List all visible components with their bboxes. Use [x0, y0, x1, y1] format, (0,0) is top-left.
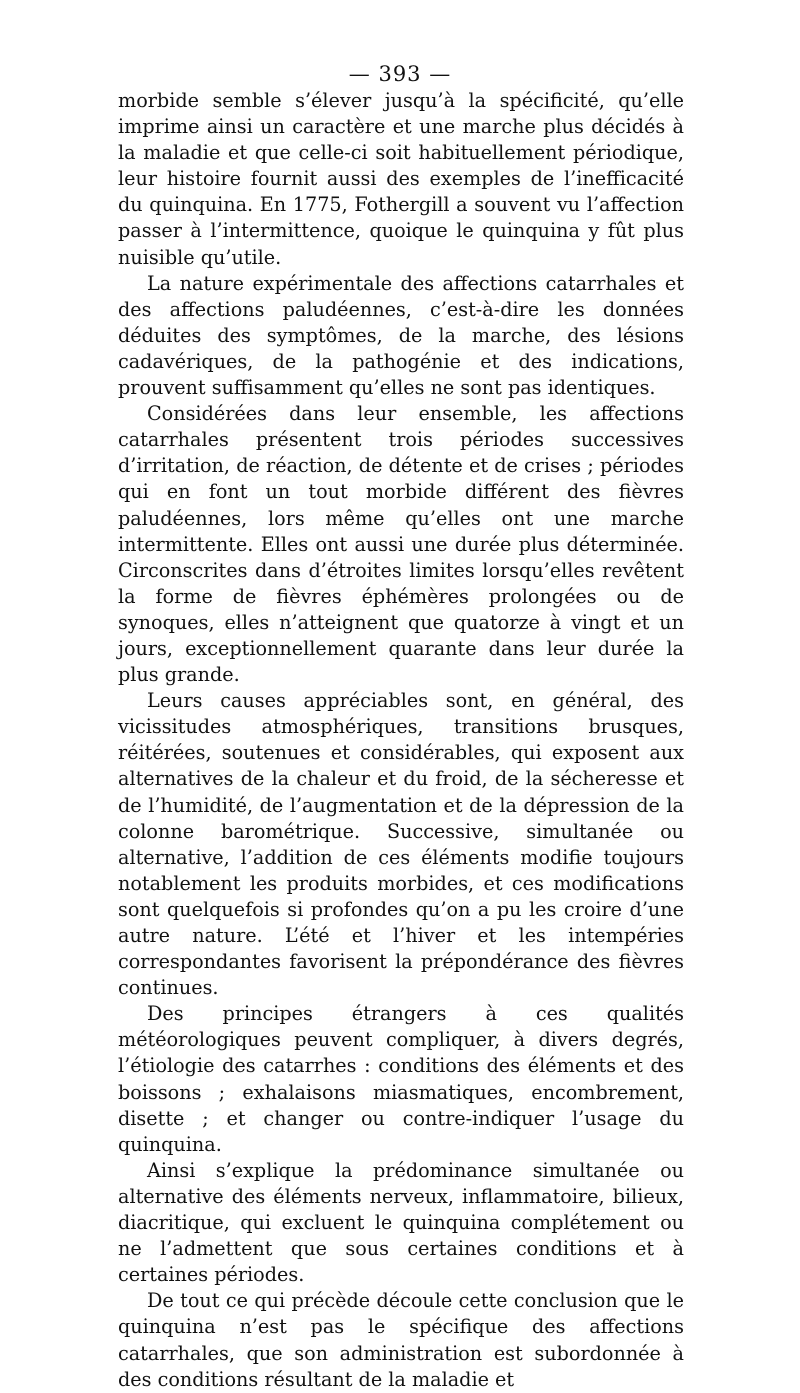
paragraph: morbide semble s’élever jusqu’à la spécificité, qu’elle imprime ainsi un caractère et une marche plus décidés à la maladie et que celle-ci soit habituellement périodique, leur histoire fournit aussi des exemples de l’inefficacité du quinquina. En 1775, Fothergill a souvent vu l’affection passer à l’intermittence, quoique le quinquina y fût plus nuisible qu’utile. — [118, 89, 684, 269]
paragraph: Ainsi s’explique la prédominance simultanée ou alternative des éléments nerveux, inflammatoire, bilieux, diacritique, qui excluent le quinquina complétement ou ne l’admettent que sous certaines conditions et à certaines périodes. — [118, 1158, 684, 1287]
body-text — [118, 88, 684, 1393]
page-number: — 393 — — [348, 62, 452, 86]
paragraph: La nature expérimentale des affections catarrhales et des affections paludéennes, c’est-à-dire les données déduites des symptômes, de la marche, des lésions cadavériques, de la pathogénie et des indications, prouvent suffisamment qu’elles ne sont pas identiques. — [118, 271, 684, 400]
paragraph: De tout ce qui précède découle cette conclusion que le quinquina n’est pas le spécifique des affections catarrhales, que son administration est subordonnée à des conditions résultant de la maladie et — [118, 1289, 684, 1391]
paragraph: Leurs causes appréciables sont, en général, des vicissitudes atmosphériques, transitions brusques, réitérées, soutenues et considérables, qui exposent aux alternatives de la chaleur et du froid, de la sécheresse et de l’humidité, de l’augmentation et de la dépression de la colonne barométrique. Successive, simultanée ou alternative, l’addition de ces éléments modifie toujours notablement les produits morbides, et ces modifications sont quelquefois si profondes qu’on a pu les croire d’une autre nature. L’été et l’hiver et les intempéries correspondantes favorisent la prépondérance des fièvres continues. — [118, 689, 684, 1000]
paragraph: Des principes étrangers à ces qualités météorologiques peuvent compliquer, à divers degrés, l’étiologie des catarrhes : conditions des éléments et des boissons ; exhalaisons miasmatiques, encombrement, disette ; et changer ou contre-indiquer l’usage du quinquina. — [118, 1002, 684, 1156]
paragraph: Considérées dans leur ensemble, les affections catarrhales présentent trois périodes successives d’irritation, de réaction, de détente et de crises ; périodes qui en font un tout morbide différent des fièvres paludéennes, lors même qu’elles ont une marche intermittente. Elles ont aussi une durée plus déterminée. Circonscrites dans d’étroites limites lorsqu’elles revêtent la forme de fièvres éphémères prolongées ou de synoques, elles n’atteignent que quatorze à vingt et un jours, exceptionnellement quarante dans leur durée la plus grande. — [118, 402, 684, 687]
